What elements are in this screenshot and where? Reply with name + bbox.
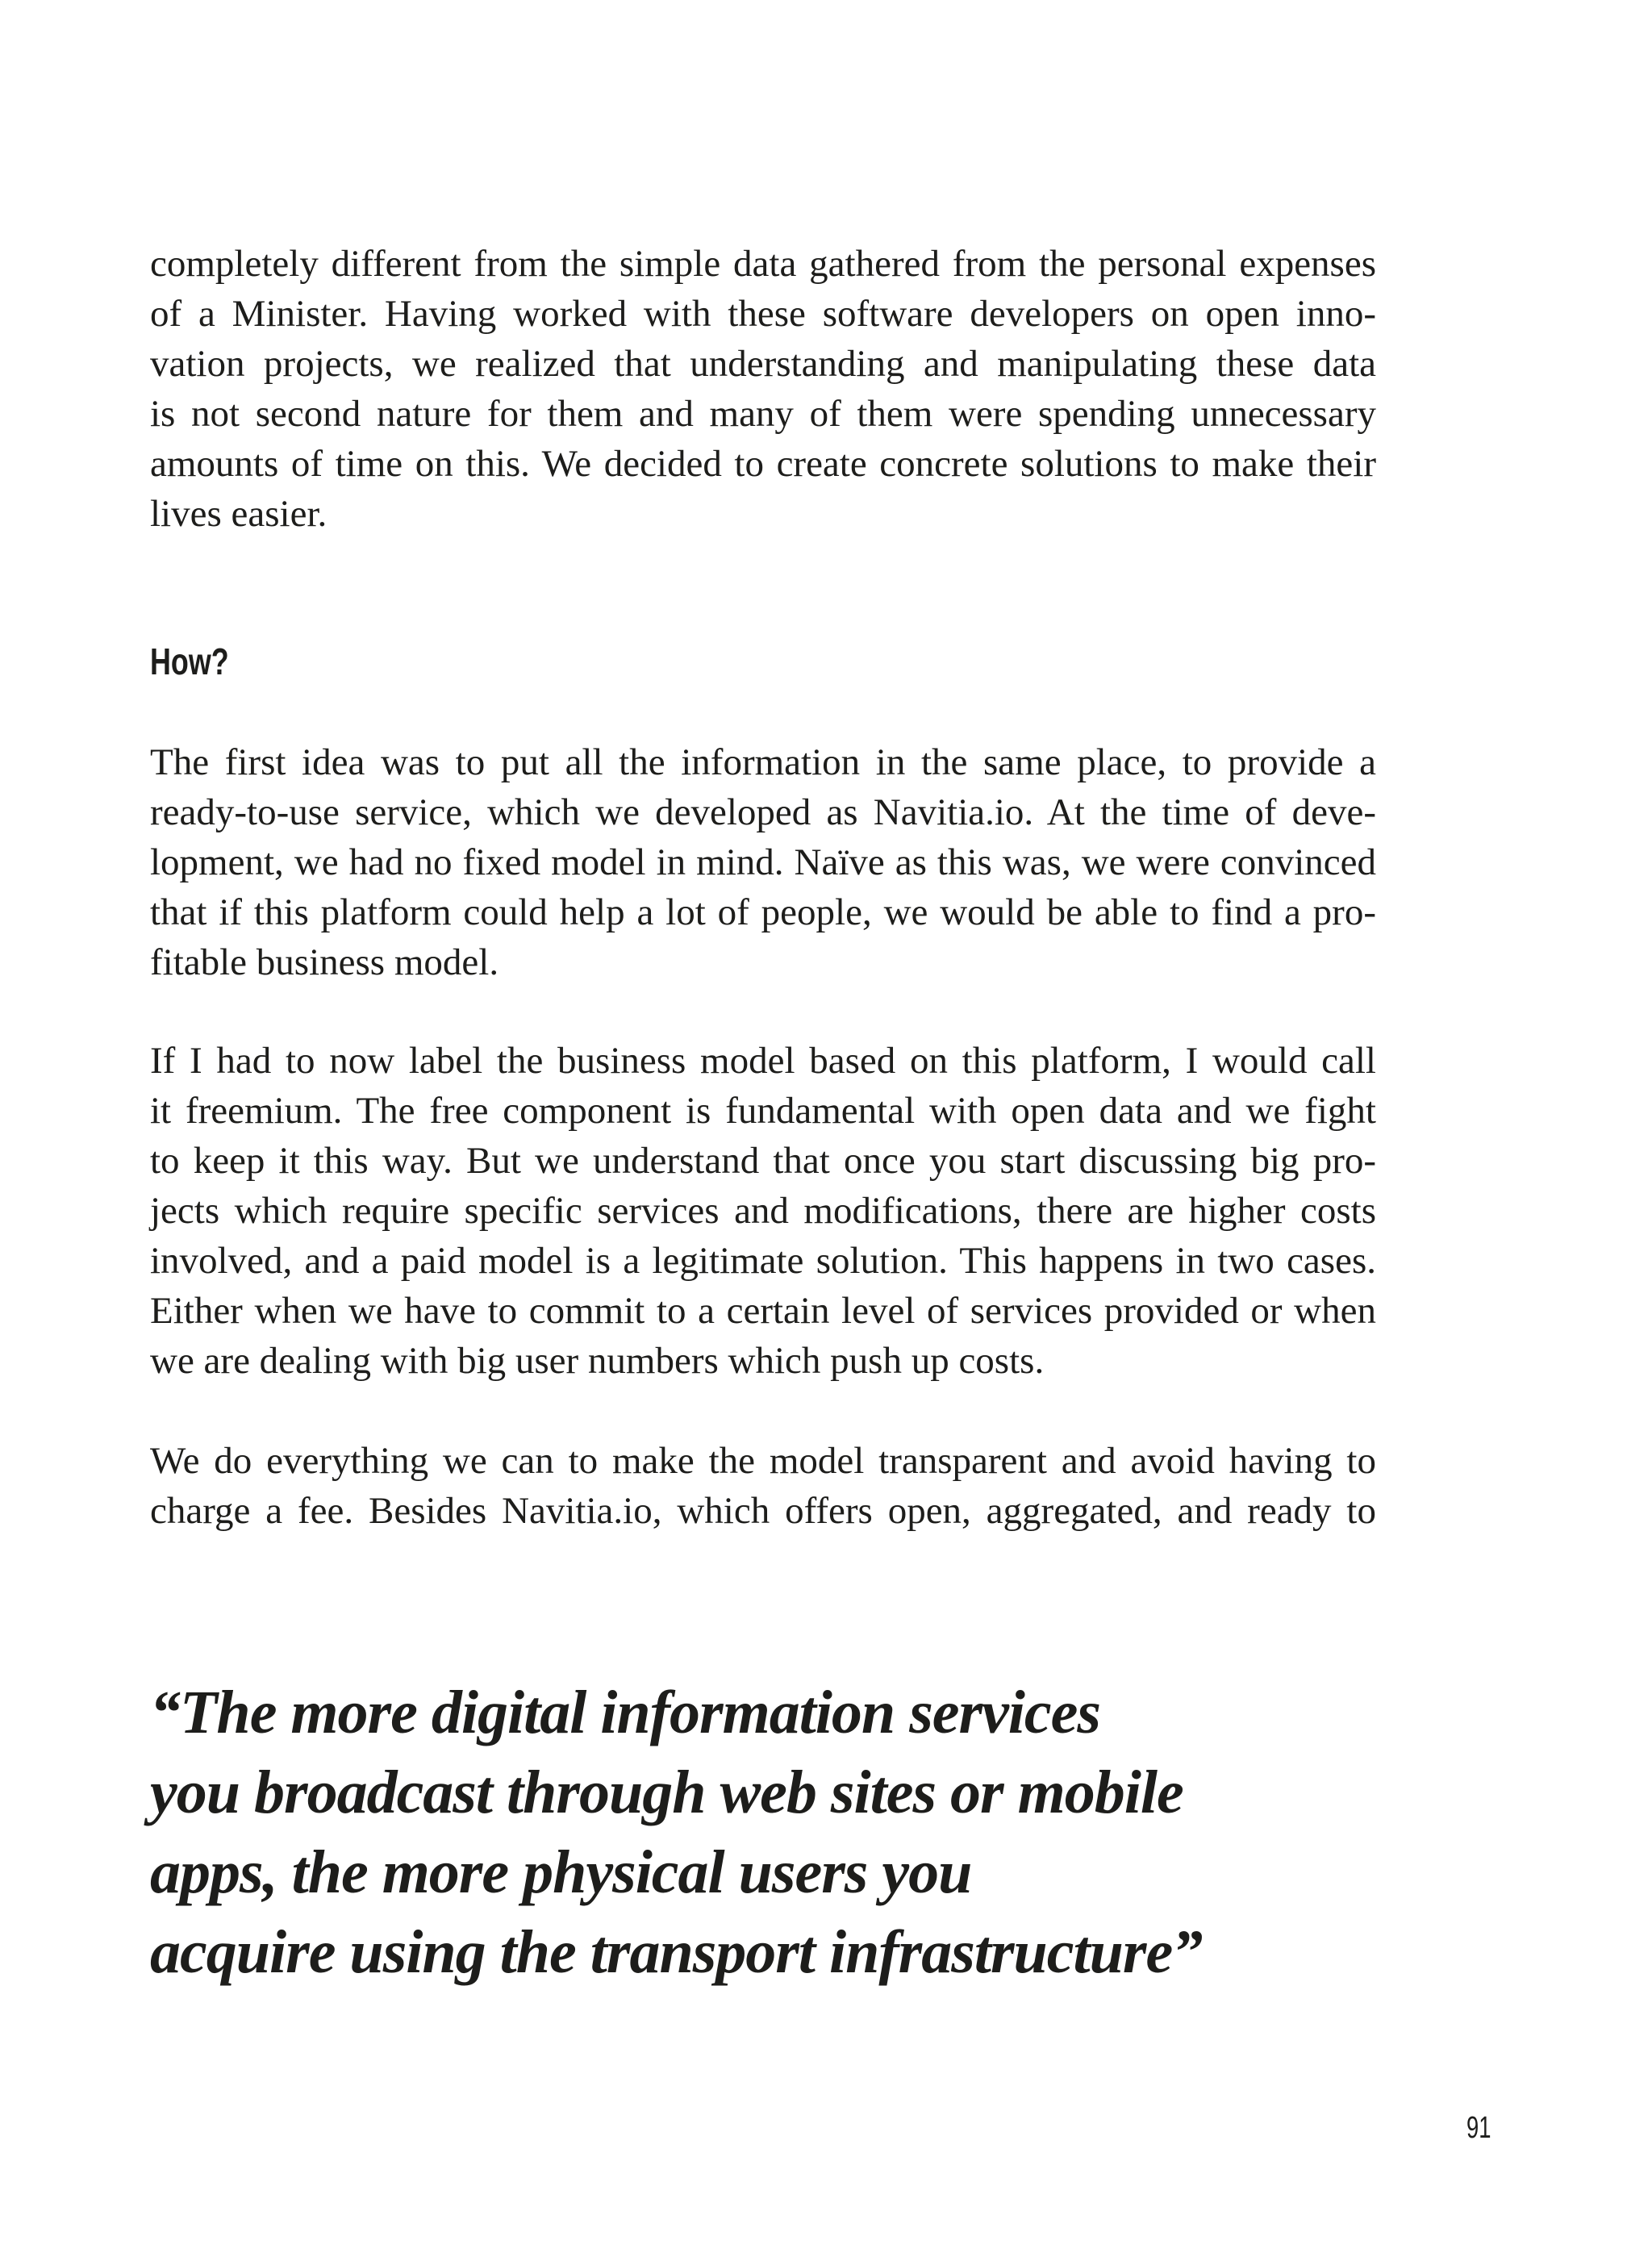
text-line: to keep it this way. But we understand that once you start discussing big pro- [150, 1140, 1376, 1182]
text-line: The first idea was to put all the information in the same place, to provide a [150, 741, 1376, 783]
text-line: We do everything we can to make the model transparent and avoid having to [150, 1440, 1376, 1482]
text-line: is not second nature for them and many of them were spending unnecessary [150, 393, 1376, 435]
paragraph-intro [150, 239, 1376, 539]
text-line: If I had to now label the business model based on this platform, I would call [150, 1040, 1376, 1082]
text-line: it freemium. The free component is fundamental with open data and we fight [150, 1090, 1376, 1132]
text-line: Either when we have to commit to a certain level of services provided or when [150, 1290, 1376, 1332]
text-line: lopment, we had no fixed model in mind. Naïve as this was, we were convinced [150, 841, 1376, 883]
text-line: charge a fee. Besides Navitia.io, which offers open, aggregated, and ready to [150, 1490, 1376, 1532]
pull-quote-line: acquire using the transport infrastructure” [150, 1918, 1203, 1986]
paragraph-first-idea [150, 737, 1376, 987]
paragraph-transparency [150, 1436, 1376, 1536]
text-line: amounts of time on this. We decided to create concrete solutions to make their [150, 443, 1376, 485]
pull-quote-line: apps, the more physical users you [150, 1838, 972, 1906]
pull-quote-line: “The more digital information services [150, 1679, 1100, 1746]
text-line: vation projects, we realized that understanding and manipulating these data [150, 343, 1376, 385]
paragraph-business-model [150, 1036, 1376, 1386]
text-line: fitable business model. [150, 941, 499, 983]
pull-quote [150, 1673, 1441, 1992]
text-line: completely different from the simple data gathered from the personal expenses [150, 243, 1376, 285]
page-number: 91 [1466, 2111, 1491, 2145]
text-line: that if this platform could help a lot of people, we would be able to find a pro- [150, 891, 1376, 933]
section-heading: How? [150, 640, 229, 682]
text-line: lives easier. [150, 493, 327, 535]
text-line: we are dealing with big user numbers which push up costs. [150, 1340, 1045, 1382]
pull-quote-line: you broadcast through web sites or mobile [150, 1759, 1183, 1826]
text-line: jects which require specific services and modifications, there are higher costs [150, 1190, 1376, 1232]
text-line: of a Minister. Having worked with these software developers on open inno- [150, 293, 1376, 335]
text-line: ready-to-use service, which we developed as Navitia.io. At the time of deve- [150, 791, 1376, 833]
text-line: involved, and a paid model is a legitimate solution. This happens in two cases. [150, 1240, 1376, 1282]
